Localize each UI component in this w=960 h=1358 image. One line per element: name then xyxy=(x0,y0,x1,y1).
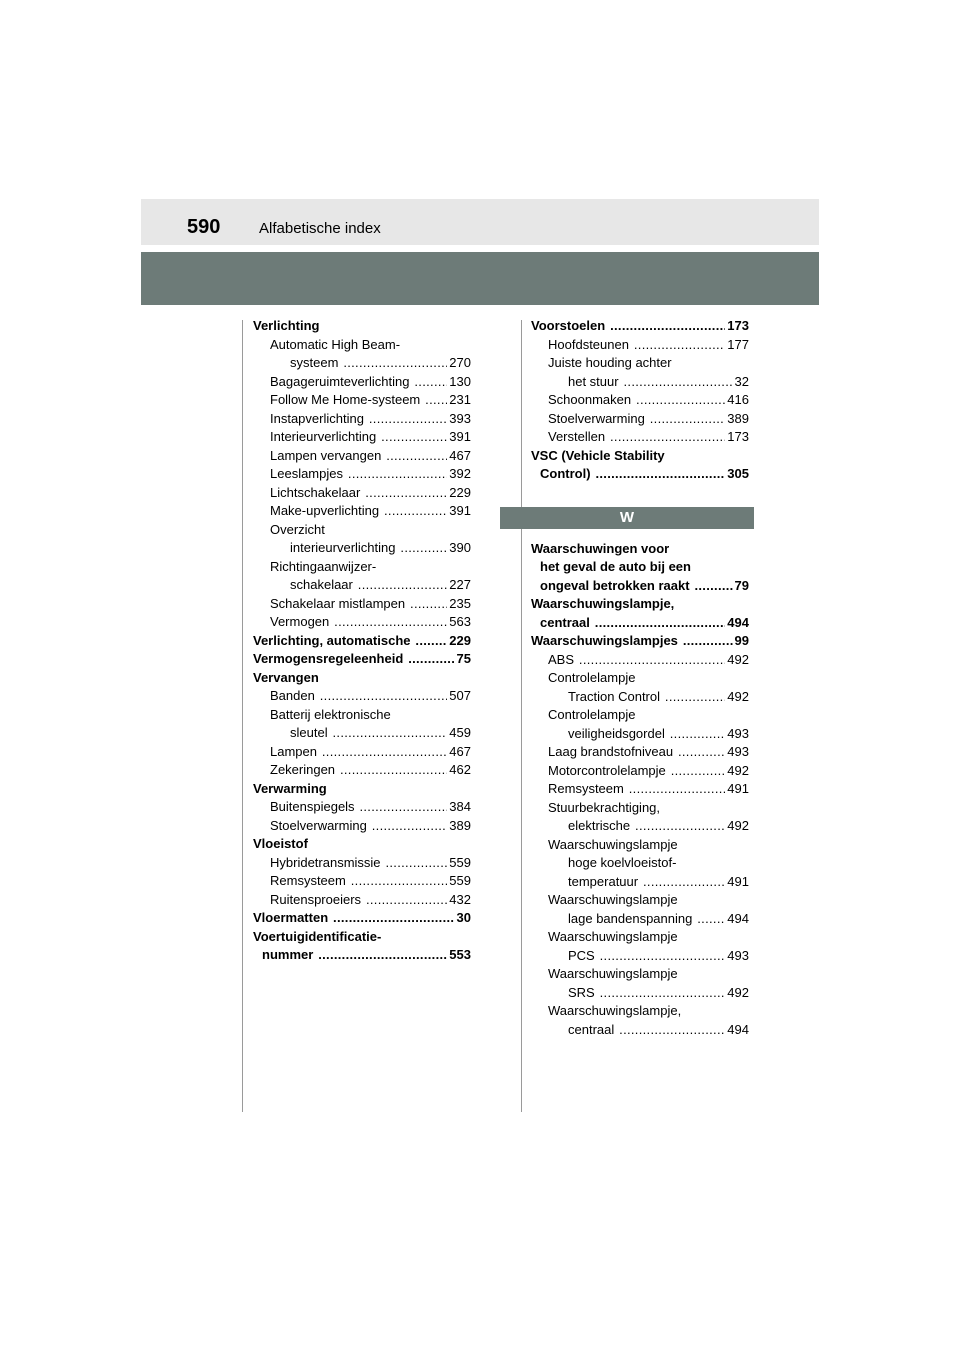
index-entry-text: Waarschuwingslampje xyxy=(548,929,678,944)
index-entry-text: Juiste houding achter xyxy=(548,355,672,370)
index-entry-text: Voorstoelen xyxy=(531,318,606,333)
index-entry-text: Hoofdsteunen xyxy=(548,336,629,352)
index-entry-text: Voertuigidentificatie- xyxy=(253,928,382,944)
index-entry xyxy=(253,317,471,336)
index-entry-page: 492 xyxy=(725,984,749,1003)
index-entry-text: Motorcontrolelampje xyxy=(548,762,666,778)
index-entry xyxy=(253,576,471,595)
index-entry xyxy=(253,872,471,891)
index-entry-text: Waarschuwingen voor xyxy=(531,540,670,556)
index-entry xyxy=(253,502,471,521)
index-entry-text: Richtingaanwijzer- xyxy=(270,558,377,574)
index-entry-page: 459 xyxy=(447,724,471,743)
index-entry-text: Remsysteem xyxy=(270,873,346,888)
index-entry xyxy=(531,836,749,855)
column-divider-right xyxy=(521,320,522,1112)
column-divider-left xyxy=(242,320,243,1112)
index-entry xyxy=(253,835,471,854)
index-entry xyxy=(253,817,471,836)
index-entry-text: Automatic High Beam- xyxy=(270,336,401,352)
index-entry-text: Waarschuwingslampje, xyxy=(548,1003,682,1018)
index-entry-text: schakelaar xyxy=(290,577,353,592)
index-entry-text: Hybridetransmissie xyxy=(270,854,381,870)
index-column-right-top xyxy=(531,317,749,484)
index-entry-text: elektrische xyxy=(568,818,631,833)
index-entry-text: Overzicht xyxy=(270,521,325,537)
index-entry-text: Vermogen xyxy=(270,614,330,629)
index-entry-text: Leeslampjes xyxy=(270,466,343,481)
index-entry xyxy=(253,724,471,743)
index-entry-text: Make-upverlichting xyxy=(270,503,380,518)
index-entry xyxy=(253,521,471,540)
index-entry xyxy=(531,1002,749,1021)
index-entry xyxy=(253,780,471,799)
index-entry xyxy=(253,391,471,410)
index-entry-text: Control) xyxy=(540,466,591,481)
index-entry-text: lage bandenspanning xyxy=(568,910,693,926)
index-entry-text: Ruitensproeiers xyxy=(270,891,362,907)
index-entry-page: 229 xyxy=(447,632,471,651)
index-entry xyxy=(531,928,749,947)
index-entry-page: 384 xyxy=(447,798,471,817)
index-entry-page: 491 xyxy=(725,780,749,799)
index-entry xyxy=(531,873,749,892)
index-entry xyxy=(531,577,749,596)
index-entry-text: Stoelverwarming xyxy=(548,410,645,426)
index-entry-text: hoge koelvloeistof- xyxy=(568,855,677,870)
index-entry xyxy=(531,984,749,1003)
index-entry-page: 235 xyxy=(447,595,471,614)
index-entry-page: 494 xyxy=(725,614,749,633)
index-entry-page: 229 xyxy=(447,484,471,503)
index-entry-text: Banden xyxy=(270,688,315,703)
index-entry-page: 177 xyxy=(725,336,749,355)
index-entry-page: 494 xyxy=(725,1021,749,1040)
index-entry-text: Waarschuwingslampje xyxy=(548,966,678,981)
index-entry xyxy=(531,465,749,484)
index-entry-page: 389 xyxy=(725,410,749,429)
index-entry-page: 173 xyxy=(725,428,749,447)
index-entry xyxy=(531,725,749,744)
index-entry-text: Waarschuwingslampje xyxy=(548,836,678,852)
index-entry xyxy=(253,465,471,484)
index-entry xyxy=(531,373,749,392)
index-entry-text: Verstellen xyxy=(548,429,606,444)
index-entry xyxy=(531,762,749,781)
index-entry xyxy=(253,743,471,762)
index-entry-page: 173 xyxy=(725,317,749,336)
index-entry-text: Batterij elektronische xyxy=(270,706,391,722)
index-entry-page: 391 xyxy=(447,502,471,521)
index-entry-text: Zekeringen xyxy=(270,762,336,777)
index-entry-text: Lampen vervangen xyxy=(270,447,382,463)
index-entry-page: 492 xyxy=(725,688,749,707)
index-entry-text: Stuurbekrachtiging, xyxy=(548,799,661,815)
header-bar xyxy=(141,199,819,245)
index-entry-page: 79 xyxy=(733,577,749,596)
index-entry xyxy=(253,558,471,577)
index-entry xyxy=(253,854,471,873)
index-entry xyxy=(531,410,749,429)
index-entry-text: Verlichting, automatische xyxy=(253,632,411,648)
index-entry xyxy=(253,539,471,558)
index-entry xyxy=(531,854,749,873)
index-entry-text: Remsysteem xyxy=(548,781,624,796)
index-entry-page: 491 xyxy=(725,873,749,892)
index-entry-page: 492 xyxy=(725,817,749,836)
index-entry xyxy=(253,484,471,503)
title-band xyxy=(141,252,819,305)
index-entry-page: 270 xyxy=(447,354,471,373)
index-entry-page: 492 xyxy=(725,651,749,670)
index-entry-page: 493 xyxy=(725,743,749,762)
index-entry xyxy=(531,632,749,651)
section-title: Alfabetische index xyxy=(259,220,381,237)
index-entry-text: Verlichting xyxy=(253,318,320,333)
index-entry-page: 391 xyxy=(447,428,471,447)
index-entry xyxy=(531,595,749,614)
index-entry-text: Waarschuwingslampje xyxy=(548,892,678,907)
index-entry xyxy=(253,613,471,632)
index-entry-text: Schoonmaken xyxy=(548,392,632,407)
index-entry-text: Buitenspiegels xyxy=(270,799,355,814)
index-entry xyxy=(253,798,471,817)
index-entry-text: centraal xyxy=(568,1021,615,1037)
index-entry xyxy=(253,373,471,392)
index-entry-text: Lampen xyxy=(270,743,317,759)
index-entry xyxy=(531,799,749,818)
index-entry xyxy=(531,651,749,670)
index-entry xyxy=(531,669,749,688)
index-entry-text: Traction Control xyxy=(568,688,660,704)
index-entry xyxy=(531,428,749,447)
index-entry-page: 416 xyxy=(725,391,749,410)
index-entry-page: 231 xyxy=(447,391,471,410)
index-entry-page: 462 xyxy=(447,761,471,780)
index-entry-text: Follow Me Home-systeem xyxy=(270,392,421,407)
index-entry-text: Instapverlichting xyxy=(270,410,364,426)
index-entry-page: 467 xyxy=(447,743,471,762)
index-entry xyxy=(531,1021,749,1040)
index-entry xyxy=(531,447,749,466)
index-entry-page: 493 xyxy=(725,725,749,744)
index-entry xyxy=(531,965,749,984)
index-entry xyxy=(253,687,471,706)
index-entry-text: Verwarming xyxy=(253,780,327,796)
index-entry-text: het stuur xyxy=(568,373,619,389)
index-entry-page: 559 xyxy=(447,854,471,873)
index-entry xyxy=(253,447,471,466)
index-entry-text: Waarschuwingslampjes xyxy=(531,633,678,648)
index-entry-text: interieurverlichting xyxy=(290,540,396,555)
index-entry-text: Bagageruimteverlichting xyxy=(270,373,410,389)
index-entry-text: temperatuur xyxy=(568,873,639,889)
index-entry-text: Waarschuwingslampje, xyxy=(531,596,675,611)
index-entry-text: Lichtschakelaar xyxy=(270,484,361,500)
index-entry xyxy=(531,688,749,707)
index-entry xyxy=(253,595,471,614)
index-entry-text: sleutel xyxy=(290,725,328,740)
index-entry xyxy=(253,336,471,355)
index-entry xyxy=(531,558,749,577)
index-entry-text: Interieurverlichting xyxy=(270,429,377,444)
index-entry-page: 553 xyxy=(447,946,471,965)
index-entry xyxy=(531,743,749,762)
index-entry-page: 305 xyxy=(725,465,749,484)
index-entry xyxy=(531,817,749,836)
index-entry-text: Vervangen xyxy=(253,669,319,685)
index-entry-text: systeem xyxy=(290,355,339,370)
index-entry-page: 492 xyxy=(725,762,749,781)
index-entry xyxy=(531,947,749,966)
index-entry-page: 130 xyxy=(447,373,471,392)
index-entry xyxy=(253,669,471,688)
index-entry xyxy=(531,780,749,799)
index-entry-page: 32 xyxy=(733,373,749,392)
index-entry-page: 30 xyxy=(455,909,471,928)
index-entry-text: veiligheidsgordel xyxy=(568,725,665,741)
index-entry xyxy=(531,910,749,929)
index-entry xyxy=(253,632,471,651)
index-entry xyxy=(253,946,471,965)
index-entry xyxy=(253,354,471,373)
index-entry-page: 563 xyxy=(447,613,471,632)
index-entry-page: 493 xyxy=(725,947,749,966)
index-column-left xyxy=(253,317,471,965)
index-entry xyxy=(531,317,749,336)
index-entry-text: VSC (Vehicle Stability xyxy=(531,447,665,463)
index-entry-text: ABS xyxy=(548,651,575,667)
index-entry xyxy=(531,540,749,559)
index-entry-text: PCS xyxy=(568,947,595,963)
index-entry xyxy=(531,706,749,725)
index-entry xyxy=(531,336,749,355)
index-entry-page: 99 xyxy=(733,632,749,651)
index-entry xyxy=(253,706,471,725)
index-entry-page: 393 xyxy=(447,410,471,429)
page-number: 590 xyxy=(187,216,221,238)
index-entry-page: 467 xyxy=(447,447,471,466)
index-entry-text: nummer xyxy=(262,947,314,962)
index-entry-page: 559 xyxy=(447,872,471,891)
index-entry xyxy=(531,891,749,910)
index-entry xyxy=(253,428,471,447)
index-entry xyxy=(531,391,749,410)
index-entry xyxy=(253,909,471,928)
index-entry-text: Schakelaar mistlampen xyxy=(270,595,406,611)
index-entry-page: 392 xyxy=(447,465,471,484)
index-entry-text: Vloeistof xyxy=(253,836,308,851)
index-entry xyxy=(253,891,471,910)
index-column-right xyxy=(531,317,749,1039)
index-column-right-bottom xyxy=(531,540,749,1040)
index-entry-text: Vloermatten xyxy=(253,910,329,925)
index-entry-text: Stoelverwarming xyxy=(270,817,367,833)
index-entry-text: SRS xyxy=(568,984,595,1000)
index-entry xyxy=(253,928,471,947)
index-entry-text: Controlelampje xyxy=(548,670,636,685)
index-entry-page: 390 xyxy=(447,539,471,558)
index-entry-page: 227 xyxy=(447,576,471,595)
index-entry-text: het geval de auto bij een xyxy=(540,559,691,574)
index-entry xyxy=(253,650,471,669)
index-entry-text: Vermogensregeleenheid xyxy=(253,651,404,666)
index-entry-text: Laag brandstofniveau xyxy=(548,744,674,759)
index-entry xyxy=(253,410,471,429)
index-entry-page: 494 xyxy=(725,910,749,929)
index-entry-text: Controlelampje xyxy=(548,707,636,722)
index-entry xyxy=(253,761,471,780)
index-entry-text: centraal xyxy=(540,614,590,630)
index-entry-page: 75 xyxy=(455,650,471,669)
letter-section-heading: W xyxy=(500,507,754,529)
index-entry xyxy=(531,614,749,633)
index-entry-page: 389 xyxy=(447,817,471,836)
index-entry xyxy=(531,354,749,373)
index-entry-page: 432 xyxy=(447,891,471,910)
index-entry-page: 507 xyxy=(447,687,471,706)
index-entry-text: ongeval betrokken raakt xyxy=(540,577,690,593)
